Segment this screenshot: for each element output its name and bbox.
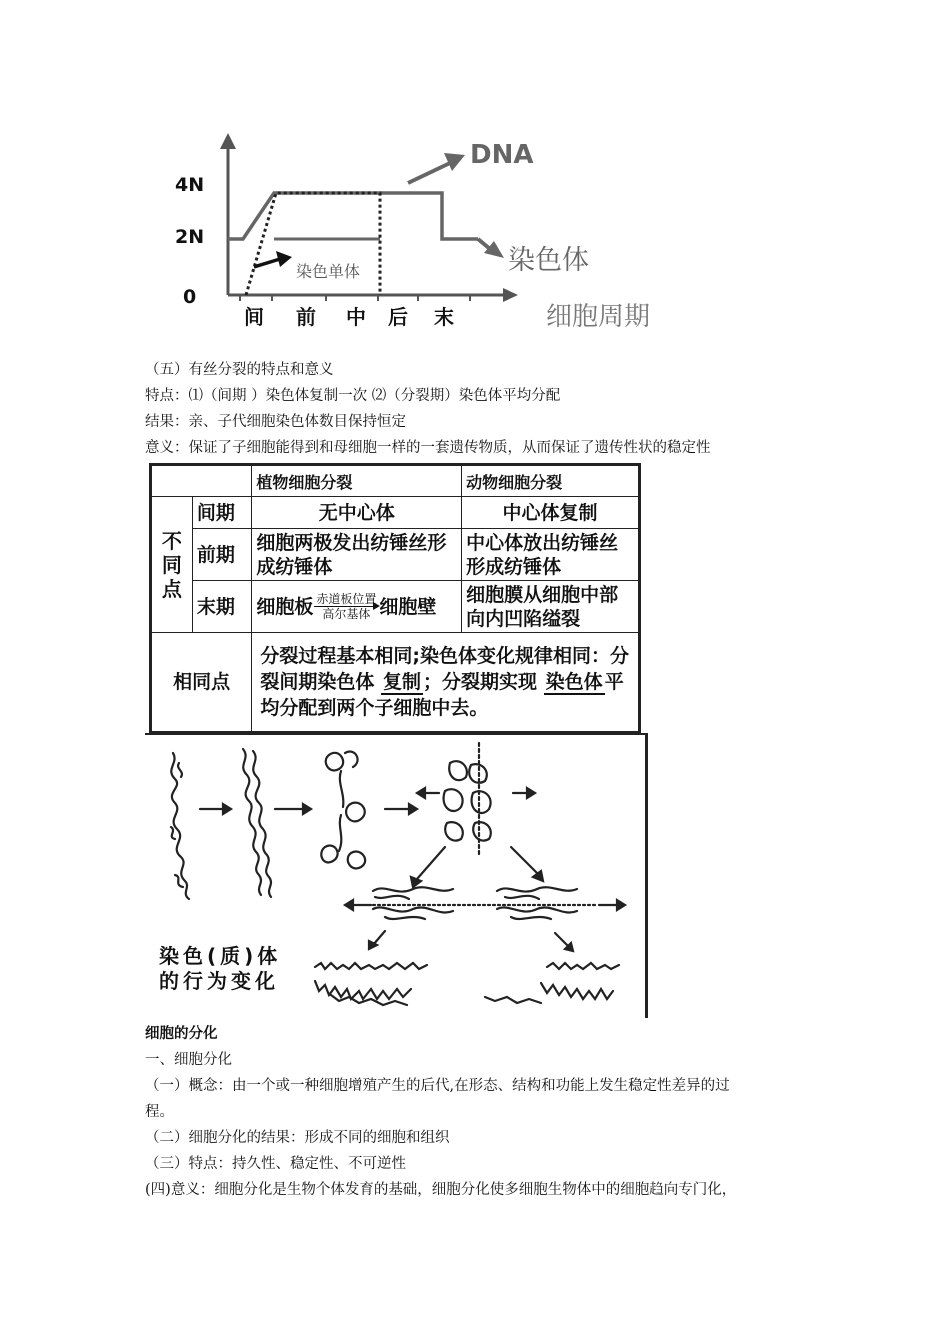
same-blank-2: 染色体 <box>545 671 603 693</box>
y-tick-2n: 2N <box>175 226 205 248</box>
section5-features: 特点：⑴（间期 ）染色体复制一次 ⑵（分裂期）染色体平均分配 <box>145 388 561 404</box>
same-blank-1: 复制 <box>383 671 422 693</box>
chromosome-series-label: 染色体 <box>508 245 589 276</box>
differentiation-concept-2: 程。 <box>145 1104 174 1120</box>
mitosis-comparison-table <box>149 463 641 734</box>
same-text-2: ；分裂期实现 <box>423 671 538 693</box>
diff-label: 不同点 <box>161 528 182 601</box>
equatorial-plate-label: 赤道板位置 <box>316 591 377 606</box>
animal-cell: 细胞膜从细胞中部向内凹陷缢裂 <box>462 581 640 633</box>
differentiation-significance: (四)意义：细胞分化是生物个体发育的基础，细胞分化使多细胞生物体中的细胞趋向专门化， <box>145 1182 737 1198</box>
cell-plate-label: 细胞板 <box>256 595 314 618</box>
table-header-row <box>151 465 640 497</box>
arrow-line <box>314 606 378 608</box>
cell-cycle-chart <box>160 125 720 340</box>
phase-label: 末期 <box>192 581 252 633</box>
section5-result: 结果：亲、子代细胞染色体数目保持恒定 <box>145 414 406 430</box>
cell-wall-label: 细胞壁 <box>379 595 437 618</box>
phase-label: 间期 <box>192 497 252 529</box>
plant-cell: 无中心体 <box>252 497 462 529</box>
same-content <box>252 633 640 733</box>
golgi-label: 高尔基体 <box>322 607 371 622</box>
differentiation-result: （二）细胞分化的结果：形成不同的细胞和组织 <box>145 1130 450 1146</box>
dna-series-label: DNA <box>470 140 534 170</box>
chromatid-series-label: 染色单体 <box>296 262 361 281</box>
differentiation-sub1: 一、细胞分化 <box>145 1052 232 1068</box>
differentiation-heading: 细胞的分化 <box>145 1025 218 1042</box>
plant-telophase-cell <box>252 581 462 633</box>
figure-caption-line2: 的行为变化 <box>159 969 279 993</box>
same-text-1: 分裂过程基本相同;染色体变化规律相同：分裂间期染色体 <box>260 645 629 693</box>
differentiation-concept-1: （一）概念：由一个或一种细胞增殖产生的后代,在形态、结构和功能上发生稳定性差异的过 <box>145 1078 730 1094</box>
x-axis-title: 细胞周期 <box>546 302 651 332</box>
y-tick-4n: 4N <box>175 174 205 196</box>
table-row <box>151 529 640 581</box>
phase-label: 前期 <box>192 529 252 581</box>
plant-cell: 细胞两极发出纺锤丝形成纺锤体 <box>252 529 462 581</box>
section5-significance: 意义：保证了子细胞能得到和母细胞一样的一套遗传物质，从而保证了遗传性状的稳定性 <box>145 440 711 456</box>
col-plant-header: 植物细胞分裂 <box>252 465 462 497</box>
phase-anaphase: 后 <box>388 305 408 329</box>
col-animal-header: 动物细胞分裂 <box>462 465 640 497</box>
table-row <box>151 633 640 733</box>
table-row <box>151 581 640 633</box>
y-tick-0: 0 <box>183 286 197 308</box>
phase-metaphase: 中 <box>346 305 366 329</box>
phase-interphase: 间 <box>244 305 264 329</box>
differentiation-feature: （三）特点：持久性、稳定性、不可逆性 <box>145 1156 406 1172</box>
chromosome-behavior-figure <box>145 735 643 1016</box>
phase-telophase: 末 <box>434 305 454 329</box>
section5-title: （五）有丝分裂的特点和意义 <box>145 362 334 378</box>
animal-cell: 中心体放出纺锤丝形成纺锤体 <box>462 529 640 581</box>
figure-caption-line1: 染色(质)体 <box>159 944 282 968</box>
table-row <box>151 497 640 529</box>
animal-cell: 中心体复制 <box>462 497 640 529</box>
same-text-3: 平均分配到两个子细胞中去。 <box>260 671 624 719</box>
same-label: 相同点 <box>151 633 252 733</box>
phase-prophase: 前 <box>296 305 316 329</box>
